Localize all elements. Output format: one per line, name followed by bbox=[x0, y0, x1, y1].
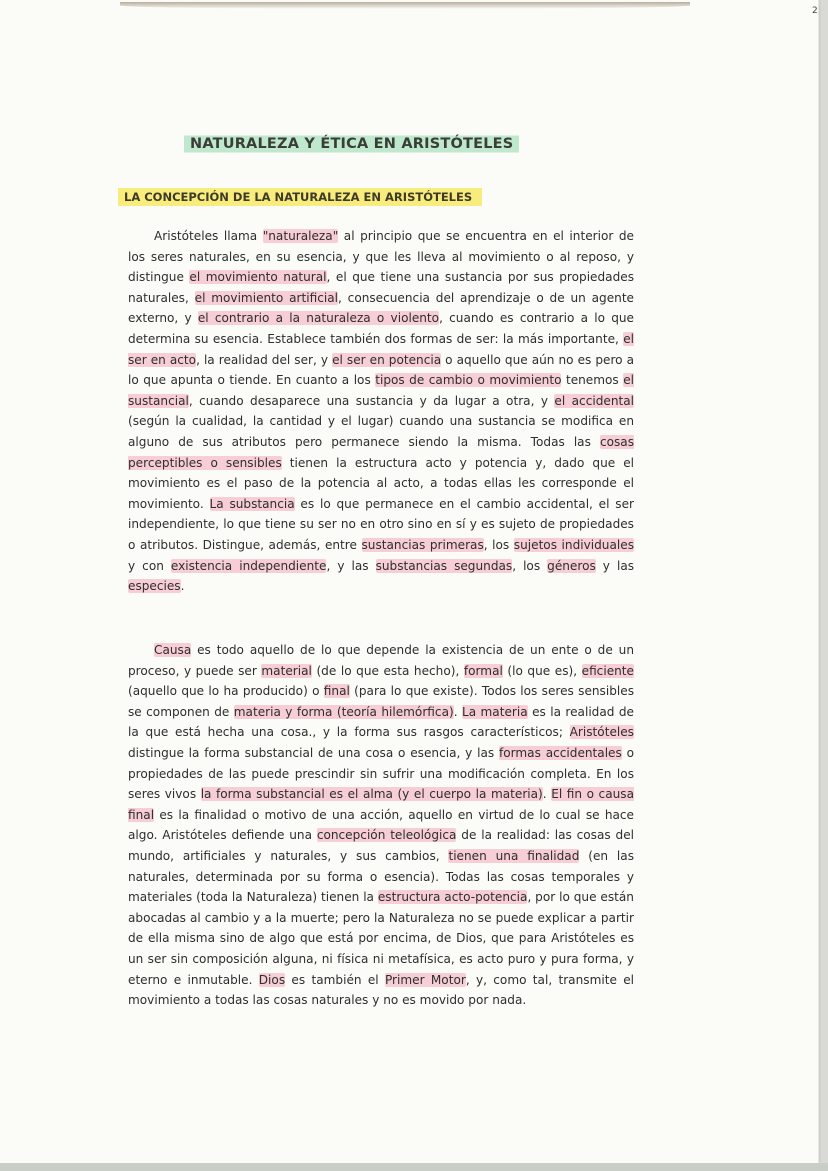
text-segment: o aquello que aún no es pero a lo que apunta o tiende. En cuanto a los bbox=[128, 352, 634, 388]
text-segment: , y las bbox=[326, 558, 376, 573]
text-segment: . bbox=[180, 579, 185, 594]
highlighted-text: La substancia bbox=[209, 496, 295, 511]
text-segment: , los bbox=[512, 558, 548, 573]
text-segment: (para lo que existe). Todos los seres sensibles se componen de bbox=[128, 684, 634, 719]
highlighted-text: material bbox=[261, 663, 312, 678]
highlighted-text: la forma substancial es el alma (y el cuerpo la materia) bbox=[200, 787, 543, 802]
text-segment: , por lo que están abocadas al cambio y a la muerte; pero la Naturaleza no se puede explicar a partir de ella misma sino de algo que está por encima, de Dios, que para Aristóteles es un ser sin composición alguna, ni física ni metafísica, es acto puro y pura forma, y eterno e inmutable. bbox=[128, 890, 634, 987]
highlighted-text: existencia independiente bbox=[170, 558, 327, 573]
text-segment: al principio que se encuentra en el interior de los seres naturales, en su esencia, y que les lleva al movimiento o al reposo, y distingue bbox=[128, 229, 634, 285]
text-segment: , cuando es contrario a lo que determina su esencia. Establece también dos formas de ser: la más importante, bbox=[128, 311, 635, 346]
highlighted-text: el ser en potencia bbox=[332, 352, 442, 367]
text-segment: de la realidad: las cosas del mundo, artificiales y naturales, y sus cambios, bbox=[128, 828, 634, 863]
text-segment: , la realidad del ser, y bbox=[196, 352, 333, 367]
highlighted-text: géneros bbox=[547, 558, 596, 573]
text-segment: y con bbox=[128, 558, 171, 573]
highlighted-text: tipos de cambio o movimiento bbox=[375, 373, 562, 388]
text-segment: es todo aquello de lo que depende la existencia de un ente o de un proceso, y puede ser bbox=[128, 643, 634, 678]
highlighted-text: sujetos individuales bbox=[513, 537, 634, 552]
highlighted-text: Primer Motor bbox=[384, 972, 466, 987]
highlighted-text: Dios bbox=[258, 972, 286, 987]
text-segment: tienen la estructura acto y potencia y, dado que el movimiento es el paso de la potencia al acto, a todas ellas les corresponde el movimiento. bbox=[128, 455, 634, 511]
text-segment: , consecuencia del aprendizaje o de un agente externo, y bbox=[128, 290, 634, 326]
page-title: NATURALEZA Y ÉTICA EN ARISTÓTELES bbox=[184, 134, 519, 154]
text-segment: es la realidad de la que está hecha una cosa., y la forma sus rasgos característicos; bbox=[128, 704, 634, 740]
text-segment: (según la cualidad, la cantidad y el lugar) cuando una sustancia se modifica en alguno de sus atributos pero permanece siendo la misma. Todas las bbox=[128, 414, 634, 449]
page-fold-shadow bbox=[120, 2, 690, 9]
highlighted-text: substancias segundas bbox=[375, 558, 513, 573]
highlighted-text: formas accidentales bbox=[498, 745, 622, 760]
paragraph-1 bbox=[128, 226, 634, 597]
highlighted-text: sustancias primeras bbox=[361, 537, 484, 552]
highlighted-text: La materia bbox=[461, 704, 528, 719]
highlighted-text: el contrario a la naturaleza o violento bbox=[197, 311, 440, 326]
text-segment: , y, como tal, transmite el movimiento a todas las cosas naturales y no es movido por nada. bbox=[128, 972, 634, 1008]
highlighted-text: eficiente bbox=[581, 663, 634, 678]
highlighted-text: el movimiento natural bbox=[189, 270, 327, 285]
section-heading: LA CONCEPCIÓN DE LA NATURALEZA EN ARISTÓTELES bbox=[118, 187, 482, 207]
highlighted-text: el accidental bbox=[554, 393, 635, 408]
text-segment: , el que tiene una sustancia por sus propiedades naturales, bbox=[128, 270, 635, 305]
text-segment: (lo que es), bbox=[502, 663, 582, 678]
paragraph-2 bbox=[128, 640, 634, 1011]
text-segment: , cuando desaparece una sustancia y da lugar a otra, y bbox=[188, 393, 555, 408]
highlighted-text: estructura acto-potencia bbox=[377, 890, 528, 905]
text-segment: (de lo que esta hecho), bbox=[311, 663, 464, 678]
text-segment: es la finalidad o motivo de una acción, aquello en virtud de lo cual se hace algo. Aristóteles defiende una bbox=[128, 807, 634, 843]
highlighted-text: el movimiento artificial bbox=[194, 290, 339, 305]
text-segment: tenemos bbox=[561, 373, 624, 388]
highlighted-text: El fin o causa final bbox=[128, 787, 634, 822]
text-segment: (aquello que lo ha producido) o bbox=[128, 684, 324, 699]
highlighted-text: cosas perceptibles o sensibles bbox=[128, 434, 634, 470]
highlighted-text: concepción teleológica bbox=[316, 828, 457, 843]
highlighted-text: Causa bbox=[154, 643, 192, 657]
highlighted-text: "naturaleza" bbox=[262, 229, 339, 243]
text-segment: o propiedades de las puede prescindir sin sufrir una modificación completa. En los seres vivos bbox=[128, 745, 635, 802]
text-segment: Aristóteles llama bbox=[154, 229, 263, 243]
text-segment: (en las naturales, determinada por su forma o esencia). Todas las cosas temporales y materiales (toda la Naturaleza) tienen la bbox=[128, 848, 634, 905]
highlighted-text: formal bbox=[463, 663, 503, 678]
page-edge bbox=[0, 1163, 828, 1171]
text-segment: . bbox=[542, 787, 552, 802]
text-segment: es lo que permanece en el cambio accidental, el ser independiente, lo que tiene su ser no en otro sino en sí y es sujeto de propiedades o atributos. Distingue, además, entre bbox=[128, 496, 634, 552]
text-segment: y las bbox=[595, 558, 635, 573]
text-segment: distingue la forma substancial de una cosa o esencia, y las bbox=[128, 745, 499, 760]
highlighted-text: el ser en acto bbox=[128, 331, 634, 367]
highlighted-text: materia y forma (teoría hilemórfica) bbox=[233, 704, 454, 719]
page-number: 2 bbox=[812, 6, 818, 16]
highlighted-text: Aristóteles bbox=[569, 725, 634, 740]
text-segment: es también el bbox=[285, 972, 385, 987]
text-segment: . bbox=[453, 704, 462, 719]
highlighted-text: especies bbox=[128, 579, 181, 594]
highlighted-text: final bbox=[323, 684, 350, 699]
highlighted-text: el sustancial bbox=[128, 373, 635, 408]
text-segment: , los bbox=[483, 537, 514, 552]
highlighted-text: tienen una finalidad bbox=[448, 848, 580, 863]
